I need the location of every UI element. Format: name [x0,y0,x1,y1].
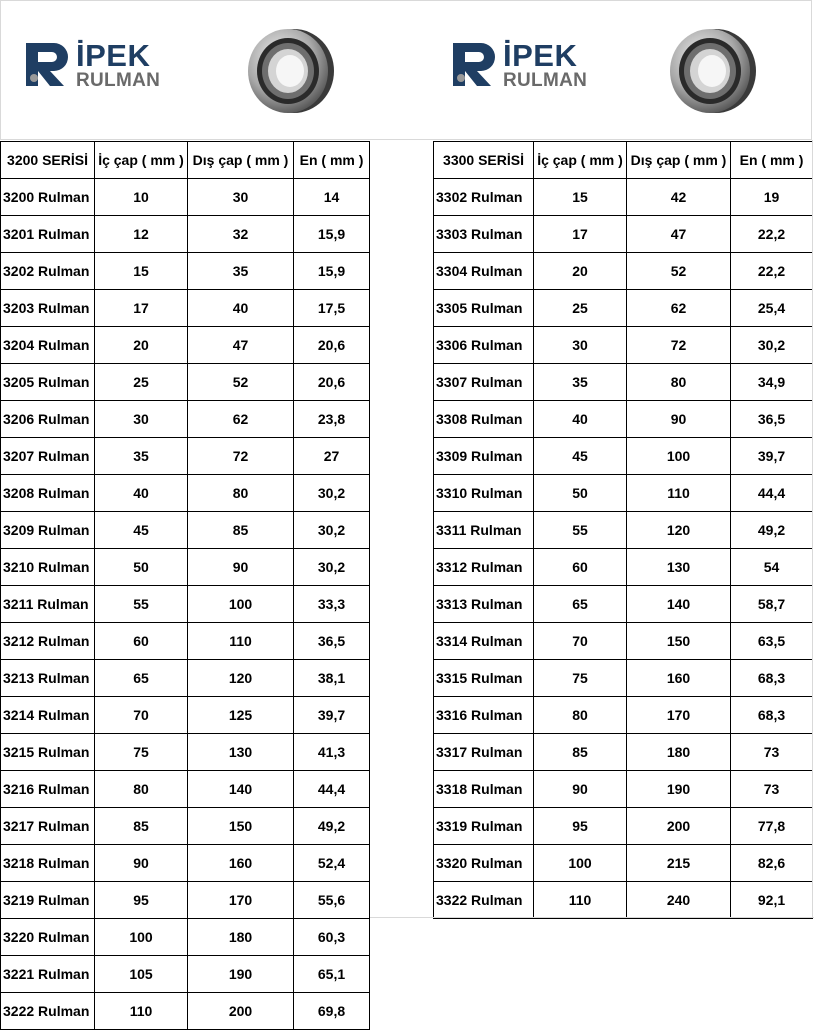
table-cell: 60,3 [294,919,370,956]
table-row [434,216,813,253]
table-cell: 17,5 [294,290,370,327]
table-cell: 90 [627,401,731,438]
table-row [434,771,813,808]
table-cell: 90 [534,771,627,808]
bearing-model-cell: 3208 Rulman [1,475,95,512]
table-3200-series [0,141,370,1030]
table-cell: 25 [534,290,627,327]
table-cell: 100 [534,845,627,882]
table-row [1,253,370,290]
ipek-rulman-logo-right [451,40,591,92]
column-header: Dış çap ( mm ) [188,142,294,179]
table-row [1,956,370,993]
table-cell: 60 [95,623,188,660]
table-cell: 200 [627,808,731,845]
bearing-model-cell: 3308 Rulman [434,401,534,438]
table-row [434,549,813,586]
table-cell: 52 [188,364,294,401]
table-cell: 30 [534,327,627,364]
bearing-image [242,26,336,116]
ipek-rulman-logo [24,40,164,92]
table-row [1,771,370,808]
table-cell: 72 [627,327,731,364]
table-cell: 75 [95,734,188,771]
bearing-model-cell: 3215 Rulman [1,734,95,771]
table-cell: 63,5 [731,623,813,660]
table-cell: 110 [188,623,294,660]
table-row [434,697,813,734]
table-cell: 100 [95,919,188,956]
bearing-model-cell: 3307 Rulman [434,364,534,401]
bearing-model-cell: 3318 Rulman [434,771,534,808]
table-cell: 190 [188,956,294,993]
table-row [1,179,370,216]
table-row [434,327,813,364]
column-header: 3200 SERİSİ [1,142,95,179]
bearing-model-cell: 3206 Rulman [1,401,95,438]
table-cell: 39,7 [294,697,370,734]
table-cell: 110 [534,882,627,919]
table-cell: 34,9 [731,364,813,401]
column-header: En ( mm ) [294,142,370,179]
bearing-model-cell: 3204 Rulman [1,327,95,364]
table-row [434,290,813,327]
table-cell: 75 [534,660,627,697]
table-row [434,586,813,623]
table-cell: 100 [627,438,731,475]
bearing-model-cell: 3216 Rulman [1,771,95,808]
table-row [1,623,370,660]
table-cell: 33,3 [294,586,370,623]
table-cell: 100 [188,586,294,623]
table-cell: 49,2 [294,808,370,845]
table-cell: 30,2 [294,549,370,586]
table-cell: 40 [534,401,627,438]
bearing-model-cell: 3313 Rulman [434,586,534,623]
table-cell: 36,5 [294,623,370,660]
table-cell: 65 [95,660,188,697]
logo-word-ipek: İPEK [76,38,151,73]
bearing-image-right [664,26,758,116]
table-cell: 105 [95,956,188,993]
bearing-model-cell: 3305 Rulman [434,290,534,327]
table-row [434,734,813,771]
bearing-model-cell: 3200 Rulman [1,179,95,216]
bearing-model-cell: 3211 Rulman [1,586,95,623]
bearing-model-cell: 3304 Rulman [434,253,534,290]
bearing-model-cell: 3222 Rulman [1,993,95,1030]
table-cell: 180 [627,734,731,771]
table-row [1,660,370,697]
table-cell: 120 [188,660,294,697]
table-row [1,438,370,475]
table-cell: 50 [534,475,627,512]
table-cell: 17 [95,290,188,327]
bearing-model-cell: 3209 Rulman [1,512,95,549]
table-cell: 150 [188,808,294,845]
table-cell: 25 [95,364,188,401]
table-cell: 41,3 [294,734,370,771]
table-cell: 95 [95,882,188,919]
table-cell: 68,3 [731,697,813,734]
bearing-model-cell: 3218 Rulman [1,845,95,882]
table-cell: 70 [95,697,188,734]
bearing-model-cell: 3310 Rulman [434,475,534,512]
logo-word-ipek: İPEK [503,38,578,73]
bearing-model-cell: 3322 Rulman [434,882,534,919]
table-cell: 40 [95,475,188,512]
table-cell: 180 [188,919,294,956]
table-cell: 20,6 [294,364,370,401]
table-cell: 32 [188,216,294,253]
bearing-model-cell: 3221 Rulman [1,956,95,993]
table-row [1,586,370,623]
table-row [1,993,370,1030]
table-row [434,660,813,697]
table-row [1,919,370,956]
table-cell: 54 [731,549,813,586]
table-row [434,475,813,512]
table-cell: 170 [627,697,731,734]
table-cell: 42 [627,179,731,216]
table-cell: 110 [95,993,188,1030]
table-row [1,845,370,882]
table-row [434,845,813,882]
table-cell: 240 [627,882,731,919]
table-cell: 20 [534,253,627,290]
table-cell: 20 [95,327,188,364]
table-row [1,475,370,512]
table-cell: 39,7 [731,438,813,475]
bearing-model-cell: 3201 Rulman [1,216,95,253]
table-cell: 65,1 [294,956,370,993]
logo-mark-icon [451,40,499,88]
table-cell: 30,2 [294,512,370,549]
bearing-model-cell: 3317 Rulman [434,734,534,771]
table-cell: 12 [95,216,188,253]
table-row [434,882,813,919]
bearing-model-cell: 3203 Rulman [1,290,95,327]
table-cell: 47 [188,327,294,364]
column-header: İç çap ( mm ) [534,142,627,179]
table-cell: 23,8 [294,401,370,438]
table-cell: 85 [534,734,627,771]
table-header-row [1,142,370,179]
bearing-model-cell: 3303 Rulman [434,216,534,253]
table-header-row [434,142,813,179]
table-row [434,253,813,290]
table-cell: 62 [627,290,731,327]
table-cell: 30,2 [294,475,370,512]
table-cell: 90 [95,845,188,882]
table-cell: 47 [627,216,731,253]
table-row [1,512,370,549]
bearing-model-cell: 3306 Rulman [434,327,534,364]
table-cell: 15,9 [294,253,370,290]
table-row [1,401,370,438]
table-cell: 80 [627,364,731,401]
table-cell: 44,4 [294,771,370,808]
logo-word-rulman: RULMAN [76,70,161,91]
table-cell: 80 [95,771,188,808]
table-cell: 25,4 [731,290,813,327]
table-cell: 200 [188,993,294,1030]
table-row [1,327,370,364]
table-cell: 55 [95,586,188,623]
table-cell: 10 [95,179,188,216]
table-cell: 60 [534,549,627,586]
table-cell: 20,6 [294,327,370,364]
column-header: En ( mm ) [731,142,813,179]
table-row [434,808,813,845]
bearing-model-cell: 3314 Rulman [434,623,534,660]
table-cell: 22,2 [731,216,813,253]
table-cell: 30 [188,179,294,216]
table-row [1,882,370,919]
table-cell: 30 [95,401,188,438]
table-cell: 73 [731,771,813,808]
table-cell: 55,6 [294,882,370,919]
bearing-model-cell: 3316 Rulman [434,697,534,734]
bearing-model-cell: 3220 Rulman [1,919,95,956]
table-cell: 72 [188,438,294,475]
table-cell: 160 [188,845,294,882]
table-cell: 27 [294,438,370,475]
bearing-model-cell: 3213 Rulman [1,660,95,697]
bearing-model-cell: 3210 Rulman [1,549,95,586]
table-cell: 36,5 [731,401,813,438]
table-cell: 38,1 [294,660,370,697]
table-cell: 80 [188,475,294,512]
table-cell: 190 [627,771,731,808]
bearing-model-cell: 3207 Rulman [1,438,95,475]
bearing-model-cell: 3217 Rulman [1,808,95,845]
table-cell: 82,6 [731,845,813,882]
table-cell: 35 [95,438,188,475]
table-cell: 52,4 [294,845,370,882]
bearing-model-cell: 3219 Rulman [1,882,95,919]
table-cell: 15,9 [294,216,370,253]
table-cell: 92,1 [731,882,813,919]
table-cell: 15 [95,253,188,290]
table-3300-series [433,141,813,919]
table-row [434,438,813,475]
table-row [434,623,813,660]
table-cell: 14 [294,179,370,216]
table-cell: 68,3 [731,660,813,697]
table-cell: 120 [627,512,731,549]
table-cell: 80 [534,697,627,734]
table-row [434,512,813,549]
table-cell: 62 [188,401,294,438]
divider-line [370,917,814,918]
table-cell: 130 [627,549,731,586]
table-cell: 160 [627,660,731,697]
table-cell: 55 [534,512,627,549]
bearing-model-cell: 3312 Rulman [434,549,534,586]
table-cell: 50 [95,549,188,586]
table-cell: 125 [188,697,294,734]
table-cell: 170 [188,882,294,919]
table-row [1,364,370,401]
table-row [1,697,370,734]
table-cell: 140 [627,586,731,623]
bearing-model-cell: 3214 Rulman [1,697,95,734]
table-cell: 58,7 [731,586,813,623]
table-cell: 110 [627,475,731,512]
table-cell: 45 [95,512,188,549]
table-cell: 65 [534,586,627,623]
table-cell: 40 [188,290,294,327]
column-header: İç çap ( mm ) [95,142,188,179]
table-cell: 69,8 [294,993,370,1030]
table-cell: 150 [627,623,731,660]
logo-mark-icon [24,40,72,88]
divider-line [812,140,813,918]
table-cell: 215 [627,845,731,882]
logo-word-rulman: RULMAN [503,70,588,91]
bearing-model-cell: 3320 Rulman [434,845,534,882]
table-cell: 30,2 [731,327,813,364]
bearing-model-cell: 3311 Rulman [434,512,534,549]
table-cell: 77,8 [731,808,813,845]
bearing-model-cell: 3302 Rulman [434,179,534,216]
table-row [434,179,813,216]
table-cell: 49,2 [731,512,813,549]
column-header: Dış çap ( mm ) [627,142,731,179]
column-header: 3300 SERİSİ [434,142,534,179]
table-row [1,808,370,845]
bearing-model-cell: 3309 Rulman [434,438,534,475]
table-cell: 95 [534,808,627,845]
table-cell: 140 [188,771,294,808]
table-cell: 35 [188,253,294,290]
table-cell: 73 [731,734,813,771]
table-row [434,364,813,401]
table-cell: 85 [188,512,294,549]
table-row [1,216,370,253]
table-cell: 70 [534,623,627,660]
table-cell: 35 [534,364,627,401]
table-cell: 22,2 [731,253,813,290]
bearing-model-cell: 3205 Rulman [1,364,95,401]
table-cell: 44,4 [731,475,813,512]
table-cell: 15 [534,179,627,216]
table-cell: 17 [534,216,627,253]
table-cell: 19 [731,179,813,216]
table-cell: 130 [188,734,294,771]
bearing-model-cell: 3212 Rulman [1,623,95,660]
bearing-model-cell: 3202 Rulman [1,253,95,290]
table-cell: 45 [534,438,627,475]
table-cell: 85 [95,808,188,845]
table-row [1,549,370,586]
table-cell: 90 [188,549,294,586]
table-row [1,734,370,771]
bearing-model-cell: 3315 Rulman [434,660,534,697]
table-row [1,290,370,327]
table-row [434,401,813,438]
table-cell: 52 [627,253,731,290]
bearing-model-cell: 3319 Rulman [434,808,534,845]
